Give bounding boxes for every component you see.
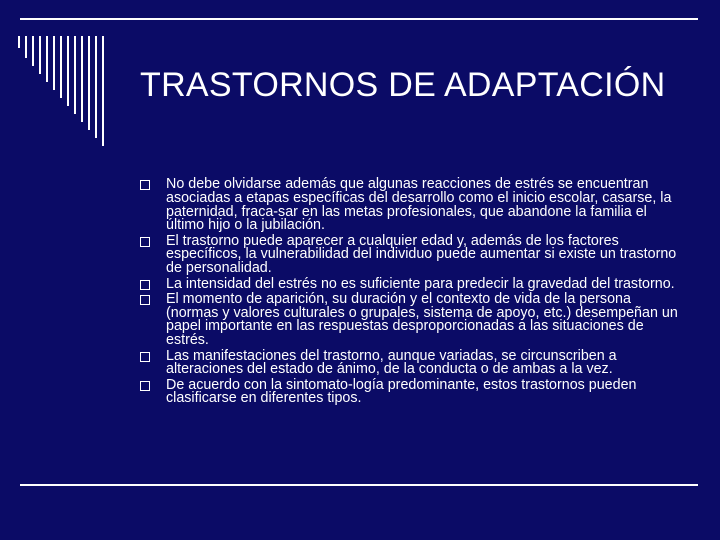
- bullet-text: El momento de aparición, su duración y el contexto de vida de la persona (normas y valores culturales o grupales, sistema de apoyo, etc.) desempeñan un papel importante en las respuestas desproporcionadas a las situaciones de estrés.: [166, 290, 678, 349]
- hollow-square-icon: [140, 237, 150, 247]
- bullet-item: [140, 232, 685, 277]
- bullet-list: [140, 178, 685, 408]
- bullet-text: De acuerdo con la sintomato-logía predominante, estos trastornos pueden clasificarse en diferentes tipos.: [166, 376, 637, 407]
- bullet-item: [140, 178, 685, 233]
- deco-bar: [32, 36, 34, 66]
- deco-bar: [102, 36, 104, 146]
- bottom-rule: [20, 484, 698, 486]
- hollow-square-icon: [140, 295, 150, 305]
- hollow-square-icon: [140, 280, 150, 290]
- bullet-text: La intensidad del estrés no es suficiente para predecir la gravedad del trastorno.: [166, 275, 675, 292]
- deco-bar: [39, 36, 41, 74]
- deco-bar: [88, 36, 90, 130]
- decorative-bars: [18, 36, 109, 146]
- hollow-square-icon: [140, 352, 150, 362]
- hollow-square-icon: [140, 381, 150, 391]
- bullet-text: Las manifestaciones del trastorno, aunque variadas, se circunscriben a alteraciones del estado de ánimo, de la conducta o de ambas a la vez.: [166, 347, 617, 378]
- bullet-text: No debe olvidarse además que algunas reacciones de estrés se encuentran asociadas a etapas específicas del desarrollo como el inicio escolar, casarse, la paternidad, fraca-sar en las metas profesionales, que abandone la familia el último hijo o la jubilación.: [166, 176, 672, 234]
- deco-bar: [67, 36, 69, 106]
- top-rule: [20, 18, 698, 20]
- deco-bar: [53, 36, 55, 90]
- deco-bar: [60, 36, 62, 98]
- deco-bar: [95, 36, 97, 138]
- bullet-text: El trastorno puede aparecer a cualquier edad y, además de los factores específicos, la vulnerabilidad del individuo puede aumentar si existe un trastorno de personalidad.: [166, 232, 677, 277]
- bullet-item: [140, 347, 685, 378]
- slide-title: TRASTORNOS DE ADAPTACIÓN: [140, 66, 666, 104]
- deco-bar: [25, 36, 27, 58]
- deco-bar: [18, 36, 20, 48]
- bullet-item: [140, 376, 685, 407]
- deco-bar: [74, 36, 76, 114]
- deco-bar: [46, 36, 48, 82]
- bullet-item: [140, 290, 685, 349]
- bullet-item: [140, 275, 685, 292]
- deco-bar: [81, 36, 83, 122]
- hollow-square-icon: [140, 180, 150, 190]
